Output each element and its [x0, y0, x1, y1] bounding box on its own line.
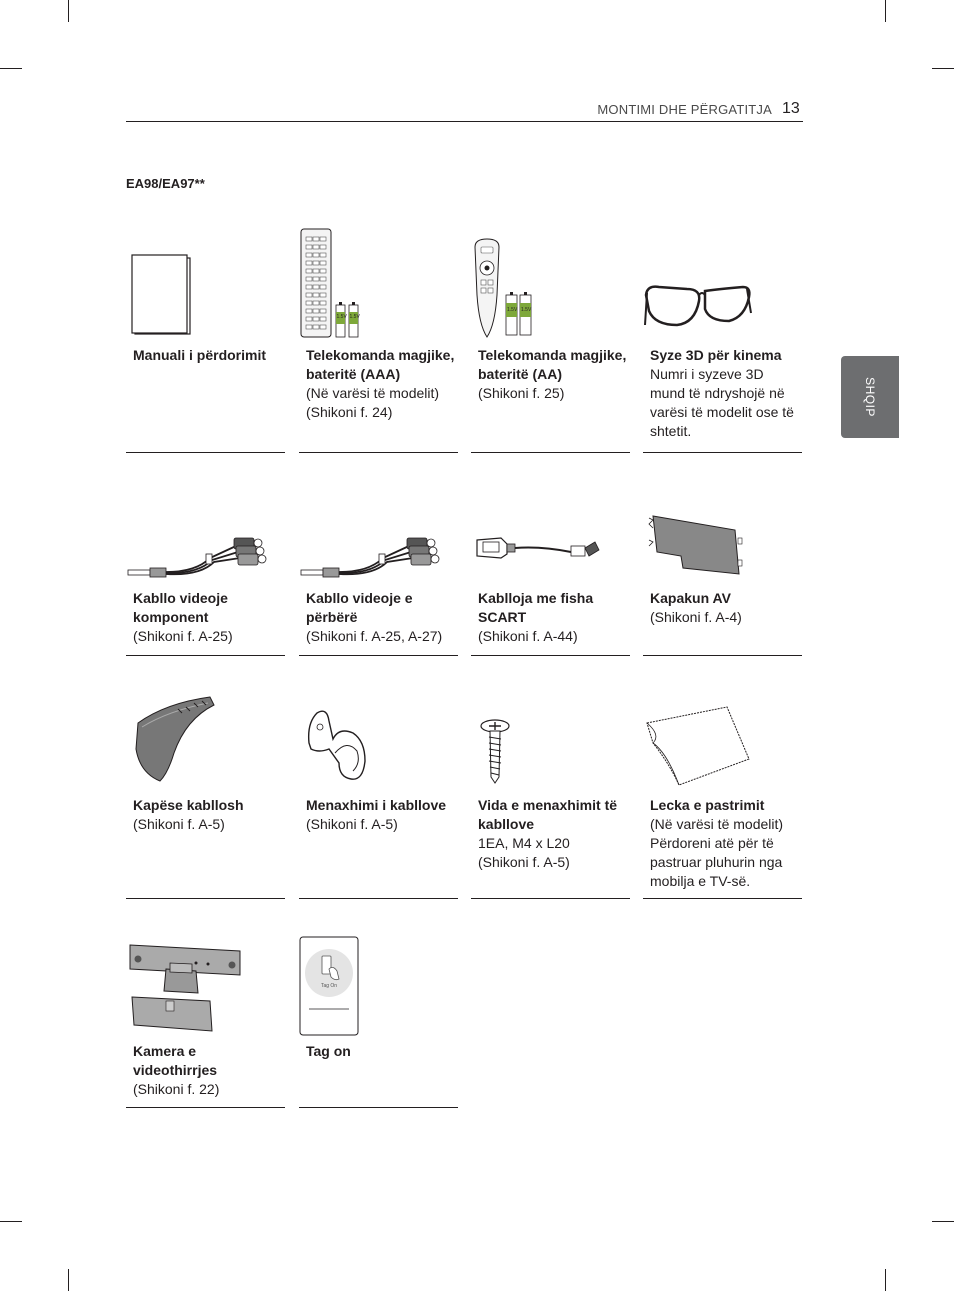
battery-label: 1.5V: [521, 307, 532, 313]
battery-label: 1.5V: [336, 314, 347, 320]
remote-control-icon: [299, 225, 458, 340]
3d-glasses-icon: [643, 225, 802, 340]
composite-cable-icon: [299, 470, 458, 585]
item-rule: [299, 655, 458, 656]
item-desc: 1EA, M4 x L20 (Shikoni f. A-5): [478, 835, 570, 870]
item-rule: [643, 898, 802, 899]
item-name: Tag on: [306, 1043, 351, 1059]
crop-mark: [932, 68, 954, 69]
tag-on-card-icon: [299, 929, 458, 1044]
item-desc: (Shikoni f. A-25): [133, 628, 233, 644]
item-desc: (Shikoni f. 22): [133, 1081, 220, 1097]
item-desc: (Shikoni f. A-25, A-27): [306, 628, 443, 644]
item-rule: [299, 898, 458, 899]
item-rule: [643, 452, 802, 453]
item-rule: [126, 452, 285, 453]
crop-mark: [0, 68, 22, 69]
item-name: Lecka e pastrimit: [650, 797, 765, 813]
item-rule: [299, 1107, 458, 1108]
item-desc: (Shikoni f. 25): [478, 385, 565, 401]
item-desc: (Në varësi të modelit) Përdoreni atë për të pastruar pluhurin nga mobilja e TV-së.: [650, 816, 784, 889]
item-name: Telekomanda magjike, bateritë (AAA): [306, 347, 455, 382]
tag-on-text: Tag On: [320, 983, 338, 989]
crop-mark: [885, 1269, 886, 1291]
item-name: Kamera e videothirrjes: [133, 1043, 218, 1078]
item-name: Menaxhimi i kabllove: [306, 797, 447, 813]
header-rule: [126, 121, 803, 122]
item-name: Kabllo videoje komponent: [133, 590, 228, 625]
item-desc: (Në varësi të modelit) (Shikoni f. 24): [306, 385, 440, 420]
item-rule: [471, 655, 630, 656]
item-name: Vida e menaxhimit të kabllove: [478, 797, 618, 832]
crop-mark: [68, 0, 69, 22]
item-desc: (Shikoni f. A-5): [306, 816, 398, 832]
manual-icon: [126, 225, 285, 340]
item-name: Manuali i përdorimit: [133, 347, 267, 363]
item-name: Kablloja me fisha SCART: [478, 590, 594, 625]
crop-mark: [932, 1221, 954, 1222]
screw-icon: [471, 683, 630, 798]
cable-management-icon: [299, 683, 458, 798]
battery-label: 1.5V: [349, 314, 360, 320]
item-name: Syze 3D për kinema: [650, 347, 782, 363]
language-tab-label: SHQIP: [863, 377, 877, 417]
model-label: EA98/EA97**: [126, 176, 205, 191]
item-name: Kabllo videoje e përbërë: [306, 590, 413, 625]
cleaning-cloth-icon: [643, 683, 802, 798]
crop-mark: [68, 1269, 69, 1291]
component-cable-icon: [126, 470, 285, 585]
item-rule: [126, 898, 285, 899]
item-desc: (Shikoni f. A-44): [478, 628, 578, 644]
item-desc: (Shikoni f. A-5): [133, 816, 225, 832]
page-header-title: MONTIMI DHE PËRGATITJA: [597, 102, 772, 117]
language-tab: [841, 356, 899, 438]
item-name: Kapakun AV: [650, 590, 731, 606]
av-cover-icon: [643, 470, 802, 585]
camera-icon: [126, 929, 285, 1044]
scart-cable-icon: [471, 470, 630, 585]
item-rule: [471, 452, 630, 453]
item-name: Kapëse kabllosh: [133, 797, 244, 813]
cable-holder-icon: [126, 683, 285, 798]
magic-remote-icon: [471, 225, 630, 340]
item-rule: [299, 452, 458, 453]
page-number: 13: [782, 100, 800, 117]
battery-label: 1.5V: [507, 307, 518, 313]
crop-mark: [0, 1221, 22, 1222]
item-rule: [126, 655, 285, 656]
item-rule: [126, 1107, 285, 1108]
item-desc: (Shikoni f. A-4): [650, 609, 742, 625]
item-rule: [471, 898, 630, 899]
item-name: Telekomanda magjike, bateritë (AA): [478, 347, 627, 382]
item-rule: [643, 655, 802, 656]
crop-mark: [885, 0, 886, 22]
item-desc: Numri i syzeve 3D mund të ndryshojë në varësi të modelit ose të shtetit.: [650, 366, 794, 439]
